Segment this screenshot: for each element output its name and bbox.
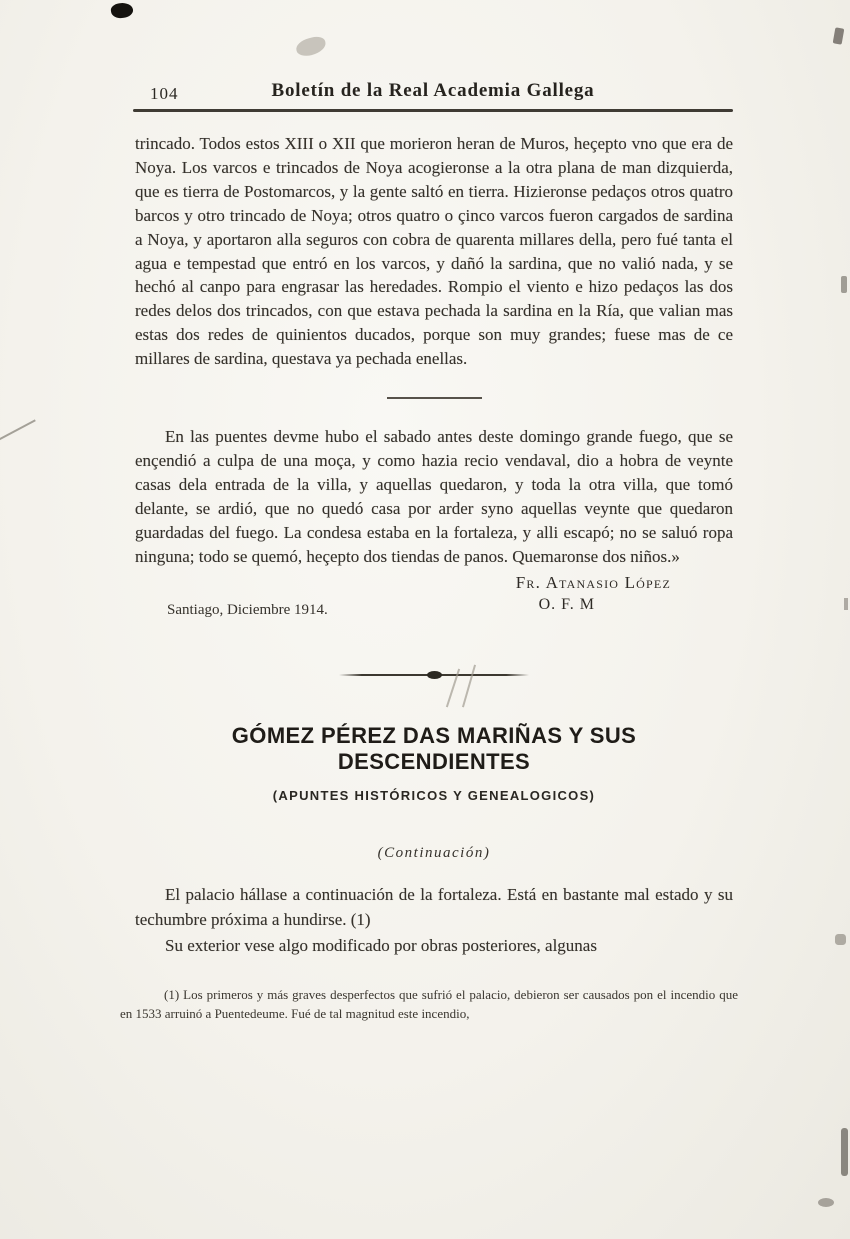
signature-order: O. F. M xyxy=(538,595,595,613)
scratch-left-edge xyxy=(0,419,36,442)
header-rule xyxy=(133,109,733,112)
article-body xyxy=(135,882,733,959)
scan-mark-right-upper xyxy=(841,276,847,293)
section-divider-rule xyxy=(387,397,482,399)
continuation-note: (Continuación) xyxy=(377,844,491,861)
smudge-top-center xyxy=(294,35,327,59)
page-body xyxy=(120,132,738,1023)
scan-mark-right-middle xyxy=(844,598,848,610)
ornament-dot xyxy=(427,671,442,679)
letter-paragraph-2: En las puentes devme hubo el sabado antes deste domingo grande fuego, que se ençendió a culpa de una moça, y como hazia recio vendaval, dio a hobra de veynte casas dela entrada de la villa, y aquellas quedaron, y toda la otra villa, que tomó delante, se ardió, que no quedó casa por arder syno aquellas veynte que quedaron guardadas del fuego. La condesa estaba en la fortaleza, y alli escapó; no se saluó ropa ninguna; todo se quemó, heçepto dos tiendas de panos. Quemaronse dos niños.» xyxy=(135,427,733,566)
page-number: 104 xyxy=(150,84,179,103)
letter-paragraph-1: trincado. Todos estos XIII o XII que morieron heran de Muros, heçepto vno que era de Noya. Los varcos e trincados de Noya acogieronse a la otra plana de man dizquierda, que es tierra de Postomarcos, y la gente saltó en tierra. Hizieronse pedaços otros quatro barcos y otro trincado de Noya; otros quatro o çinco varcos fueron cargados de sardina a Noya, y aportaron alla seguros con cobra de quarenta millares della, pero fué tanta el agua e tempestad que entró en los varcos, y dañó la sardina, que no valió nada, y se hechó al canpo para engrasar las heredades. Rompio el viento e hizo pedaços las dos redes delos dos trincados, con que estava pechada la sardina en la Ría, que valian mas estas dos redes de quinientos ducados, porque son muy grandes; fuese mas de ce millares de sardina, questava ya pechada enellas. xyxy=(135,134,733,369)
ink-blot-bottom-right xyxy=(818,1198,834,1207)
article-subtitle: (APUNTES HISTÓRICOS Y GENEALOGICOS) xyxy=(272,787,596,803)
signature-name: Fr. Atanasio López xyxy=(515,572,671,592)
ornament-divider xyxy=(339,671,529,679)
dateline: Santiago, Diciembre 1914. xyxy=(167,601,328,618)
article-title: GÓMEZ PÉREZ DAS MARIÑAS Y SUS DESCENDIENTES xyxy=(231,722,637,774)
journal-title: Boletín de la Real Academia Gallega xyxy=(271,80,595,101)
scan-mark-right-bottom xyxy=(841,1128,848,1176)
scan-mark-right-top xyxy=(833,27,845,44)
article-paragraph-1: El palacio hállase a continuación de la fortaleza. Está en bastante mal estado y su techumbre próxima a hundirse. (1) xyxy=(135,884,733,929)
scan-mark-right-lower xyxy=(835,934,846,945)
ink-blot-top-left xyxy=(110,2,134,20)
article-paragraph-2: Su exterior vese algo modificado por obras posteriores, algunas xyxy=(165,935,597,955)
footnote: (1) Los primeros y más graves desperfectos que sufrió el palacio, debieron ser causados pon el incendio que en 1533 arruinó a Puentedeume. Fué de tal magnitud este incendio, xyxy=(120,987,738,1021)
